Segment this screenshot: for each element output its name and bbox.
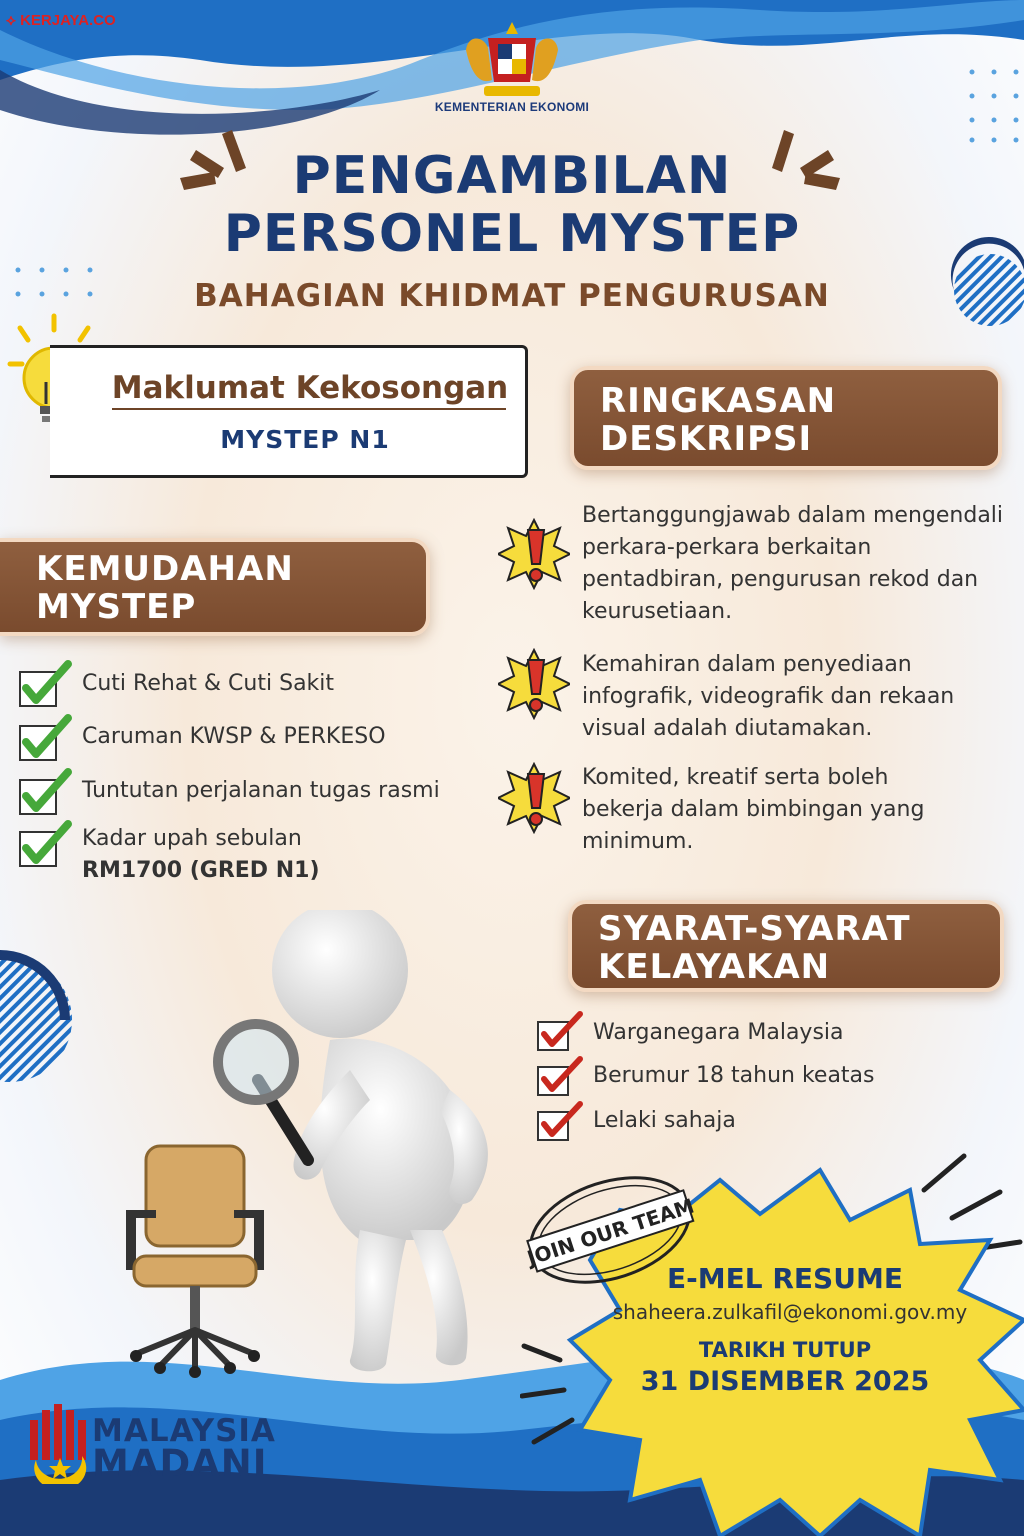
email-resume-title: E-MEL RESUME: [667, 1262, 903, 1295]
requirements-heading-line1: SYARAT-SYARAT: [598, 909, 911, 949]
requirement-item-1: Warganegara Malaysia: [593, 1020, 844, 1045]
green-check-icon: [18, 660, 74, 710]
brand-line1: MALAYSIA: [92, 1413, 276, 1449]
requirements-heading: [568, 900, 1004, 992]
description-item-1: Bertanggungjawab dalam mengendali perkara-perkara berkaitan pentadbiran, pengurusan rekod dan keurusetiaan.: [582, 503, 1004, 624]
red-check-icon: [536, 1100, 584, 1144]
page-title-line2: PERSONEL MYSTEP: [223, 204, 801, 264]
description-item-3: Komited, kreatif serta boleh bekerja dalam bimbingan yang minimum.: [582, 765, 925, 854]
requirement-item-2: Berumur 18 tahun keatas: [593, 1063, 875, 1088]
coat-of-arms-emblem: [458, 20, 566, 100]
facilities-heading-line2: MYSTEP: [36, 587, 197, 627]
closing-date-value: 31 DISEMBER 2025: [640, 1366, 930, 1397]
watermark-logo: [6, 12, 116, 29]
facility-item-2: Caruman KWSP & PERKESO: [82, 724, 386, 749]
green-check-icon: [18, 714, 74, 764]
exclamation-burst-icon: [498, 648, 570, 720]
green-check-icon: [18, 768, 74, 818]
watermark-icon: ⟡: [6, 12, 21, 29]
email-address-link[interactable]: shaheera.zulkafil@ekonomi.gov.my: [612, 1300, 968, 1324]
page-subtitle: BAHAGIAN KHIDMAT PENGURUSAN: [194, 278, 830, 314]
watermark-text: KERJAYA.CO: [20, 12, 116, 29]
malaysia-madani-logo-icon: [26, 1400, 92, 1484]
facility-item-1: Cuti Rehat & Cuti Sakit: [82, 671, 335, 696]
requirement-item-3: Lelaki sahaja: [593, 1108, 736, 1133]
description-item-2: Kemahiran dalam penyediaan infografik, videografik dan rekaan visual adalah diutamakan.: [582, 652, 955, 741]
exclamation-burst-icon: [498, 762, 570, 834]
green-check-icon: [18, 820, 74, 870]
vacancy-label: Maklumat Kekosongan: [111, 370, 509, 406]
page-title-line1: PENGAMBILAN: [292, 146, 732, 206]
vacancy-underline: [112, 408, 506, 410]
facilities-heading: [0, 538, 430, 636]
red-check-icon: [536, 1010, 584, 1054]
description-heading-line2: DESKRIPSI: [600, 419, 813, 459]
brand-line2: MADANI: [92, 1442, 268, 1485]
requirements-heading-line2: KELAYAKAN: [598, 947, 831, 987]
facility-wage: RM1700 (GRED N1): [82, 858, 320, 883]
vacancy-info-box: [50, 345, 528, 478]
red-check-icon: [536, 1055, 584, 1099]
facilities-heading-line1: KEMUDAHAN: [36, 549, 294, 589]
description-heading: [570, 366, 1002, 470]
office-chair-illustration: [120, 1140, 270, 1380]
facility-item-3: Tuntutan perjalanan tugas rasmi: [82, 778, 440, 803]
closing-date-label: TARIKH TUTUP: [698, 1338, 872, 1362]
description-heading-line1: RINGKASAN: [600, 381, 837, 421]
ministry-name: KEMENTERIAN EKONOMI: [434, 100, 590, 114]
exclamation-burst-icon: [498, 518, 570, 590]
vacancy-post: MYSTEP N1: [220, 425, 390, 454]
stamp-text: JOIN OUR TEAM: [524, 1193, 698, 1271]
facility-item-4: Kadar upah sebulan: [82, 826, 302, 851]
